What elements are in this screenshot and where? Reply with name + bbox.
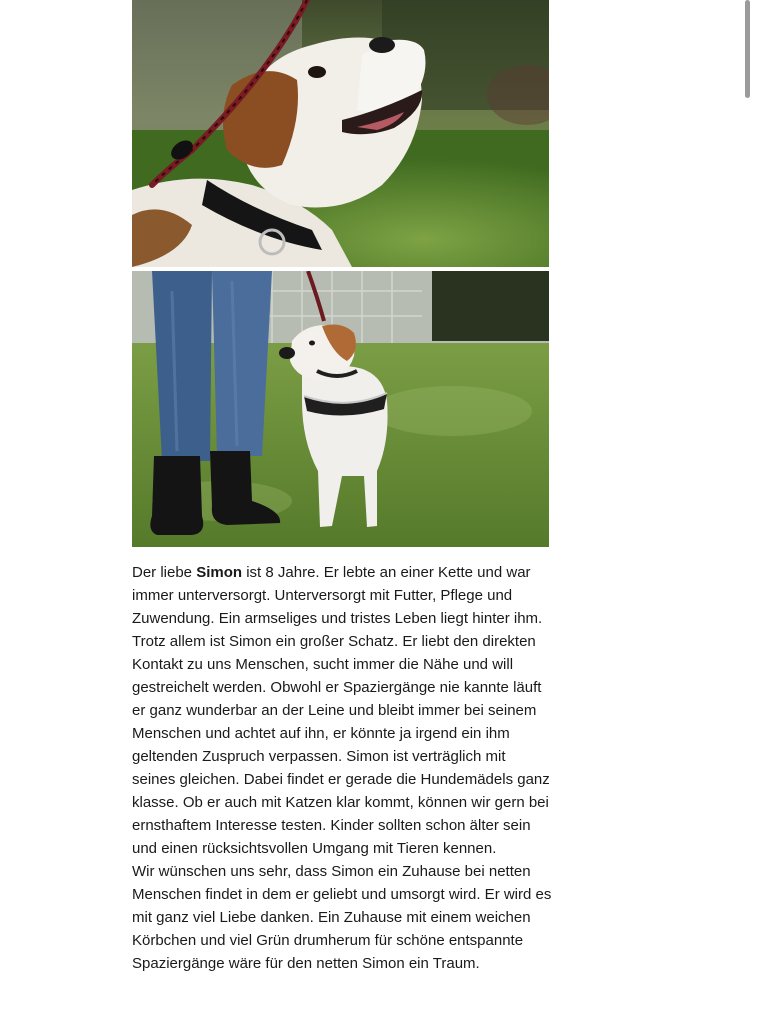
dog-name: Simon	[196, 564, 243, 581]
dog-portrait-icon	[132, 0, 549, 267]
scrollbar-thumb[interactable]	[745, 0, 750, 98]
dog-portrait-photo	[132, 0, 549, 267]
dog-standing-icon	[132, 271, 549, 547]
article-p1-rest: ist 8 Jahre. Er lebte an einer Kette und war immer unterversorgt. Unterversorgt mit Futter, Pflege und Zuwendung. Ein armseliges und tristes Leben liegt hinter ihm. Trotz allem ist Simon ein großer Schatz. Er liebt den direkten Kontakt zu uns Menschen, sucht immer die Nähe und will gestreichelt werden. Obwohl er Spaziergänge nie kannte läuft er ganz wunderbar an der Leine und bleibt immer bei seinem Menschen und achtet auf ihn, er könnte ja irgend ein ihm geltenden Zuspruch verpassen. Simon ist verträglich mit seines gleichen. Dabei findet er gerade die Hundemädels ganz klasse. Ob er auch mit Katzen klar kommt, können wir gern bei ernsthaftem Interesse testen. Kinder sollten schon älter sein und einen rücksichtsvollen Umgang mit Tieren kennen.	[132, 564, 550, 857]
article-paragraph-2: Wir wünschen uns sehr, dass Simon ein Zuhause bei netten Menschen findet in dem er geliebt und umsorgt wird. Er wird es mit ganz viel Liebe danken. Ein Zuhause mit einem weichen Körbchen und viel Grün drumherum für schöne entspannte Spaziergänge wäre für den netten Simon ein Traum.	[132, 863, 552, 972]
dog-standing-photo	[132, 271, 549, 547]
article-p1-prefix: Der liebe	[132, 564, 197, 581]
article-paragraph-1	[132, 561, 552, 860]
article-body	[132, 561, 552, 975]
